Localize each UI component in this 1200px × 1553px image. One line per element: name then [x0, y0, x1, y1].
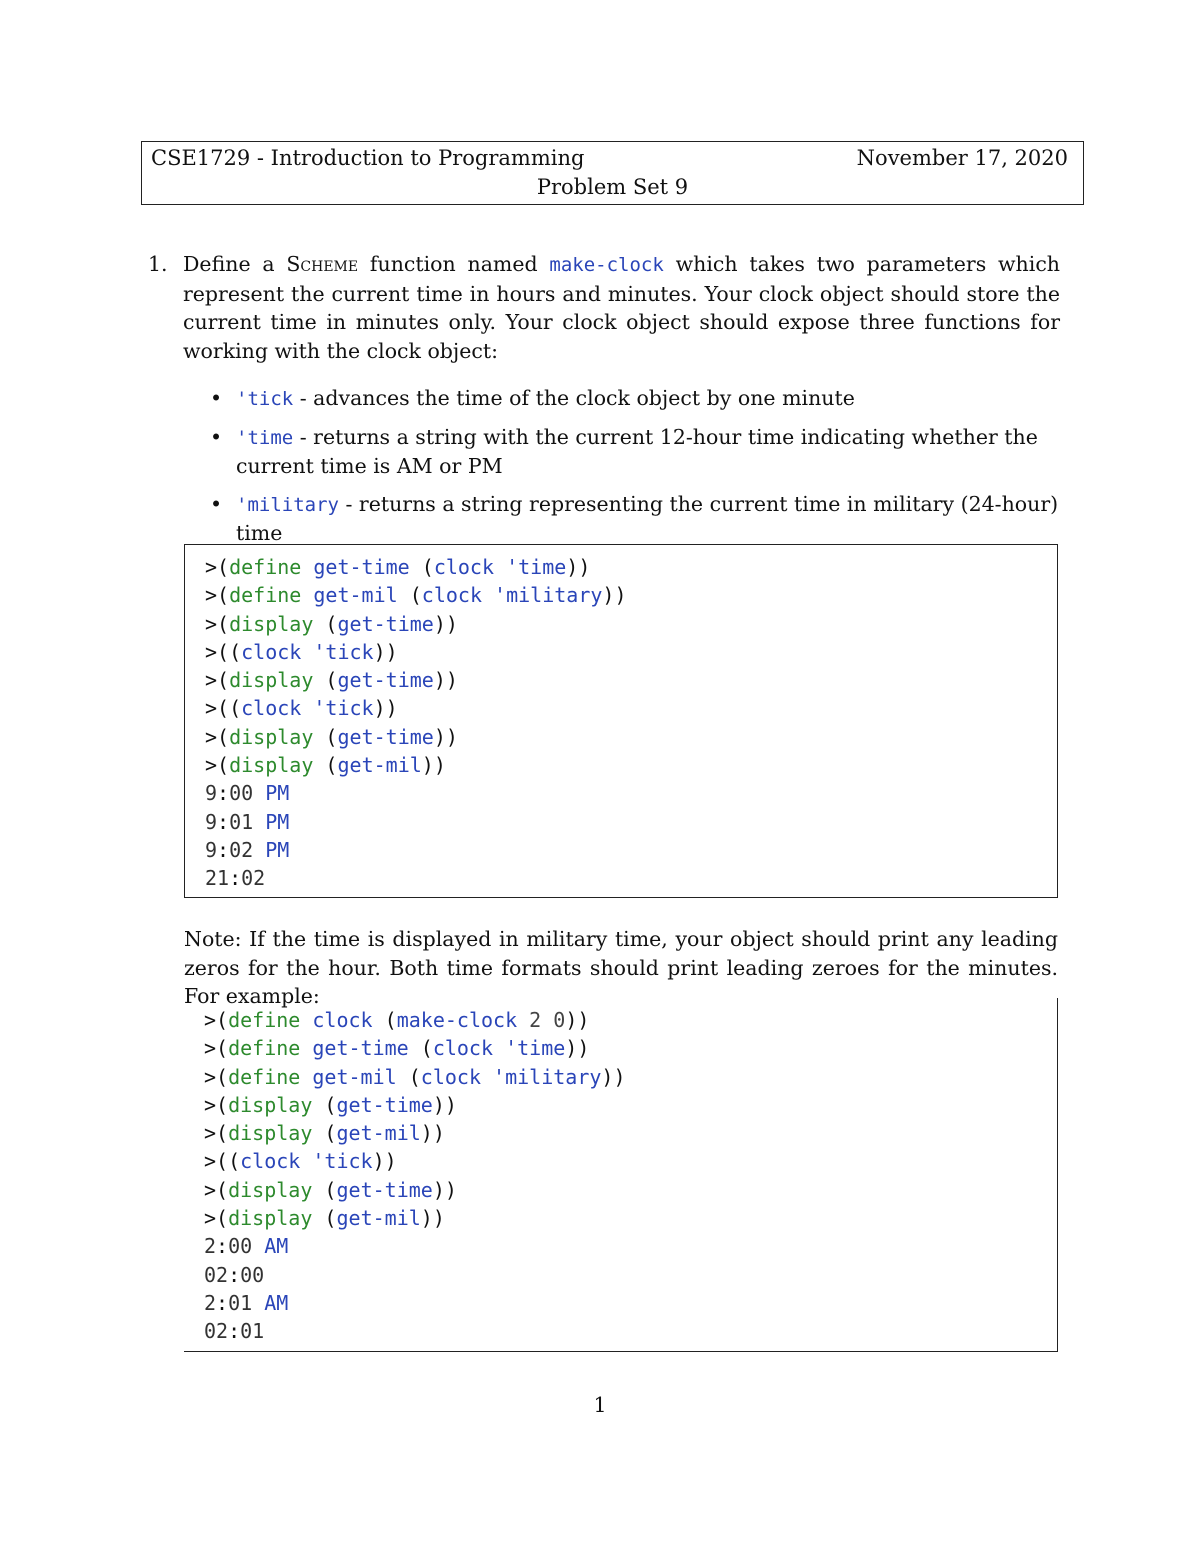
- code-line: 2:00 AM: [204, 1234, 289, 1259]
- code-line: >(define get-time (clock 'time)): [205, 555, 591, 579]
- code-line: >(define get-mil (clock 'military)): [205, 583, 627, 608]
- problem-text-part: Define a: [183, 252, 287, 276]
- code-line: 21:02: [205, 866, 266, 891]
- bullet-code: 'time: [236, 426, 294, 449]
- bullet-text: - returns a string representing the current time in military (24-hour) time: [236, 491, 1059, 545]
- problem-text-part: function named: [358, 252, 550, 276]
- page-number: 1: [593, 1393, 607, 1417]
- problem-text: [183, 250, 1060, 365]
- code-example-1: [184, 544, 1058, 898]
- code-line: >(display (get-time)): [205, 724, 458, 749]
- code-line: >(display (get-mil)): [204, 1121, 445, 1146]
- code-line: >(define get-mil (clock 'military)): [204, 1064, 626, 1089]
- code-line: 9:00 PM: [205, 781, 290, 806]
- bullet-icon: •: [210, 491, 223, 516]
- scheme-word: Scheme: [286, 252, 359, 276]
- code-line: 02:00: [204, 1262, 265, 1287]
- list-item: [210, 384, 1062, 414]
- bullet-list: [210, 384, 1062, 557]
- code-line: >((clock 'tick)): [204, 1149, 397, 1174]
- bullet-text: - advances the time of the clock object by one minute: [293, 386, 855, 410]
- header-box: [141, 141, 1084, 205]
- code-line: >(display (get-time)): [204, 1092, 457, 1117]
- code-example-2: [184, 998, 1058, 1352]
- code-line: 9:01 PM: [205, 809, 290, 834]
- bullet-icon: •: [210, 386, 223, 410]
- code-line: >(define get-time (clock 'time)): [204, 1036, 590, 1061]
- note-paragraph: Note: If the time is displayed in military time, your object should print any leading zeros for the hour. Both time formats should print leading zeroes for the minutes. For example:: [184, 927, 1058, 1008]
- course-title: CSE1729 - Introduction to Programming: [151, 146, 585, 170]
- code-line: >(define clock (make-clock 2 0)): [204, 1008, 590, 1032]
- bullet-icon: •: [210, 424, 223, 449]
- bullet-code: 'military: [236, 493, 339, 516]
- list-item: [210, 490, 1062, 548]
- code-line: >(display (get-time)): [204, 1177, 457, 1202]
- code-line: >(display (get-mil)): [204, 1206, 445, 1231]
- code-line: 2:01 AM: [204, 1290, 289, 1315]
- problem-text-part: which takes two parameters which represent the current time in hours and minutes. Your clock object should store the current time in minutes only. Your clock object should expose three functions for working with the clock object:: [183, 252, 1060, 363]
- code-line: >((clock 'tick)): [205, 639, 398, 664]
- function-name: make-clock: [549, 254, 664, 276]
- code-line: >(display (get-time)): [205, 611, 458, 636]
- code-line: >(display (get-mil)): [205, 753, 446, 778]
- code-line: 9:02 PM: [205, 837, 290, 862]
- code-line: >(display (get-time)): [205, 668, 458, 693]
- problem-1: [148, 250, 1060, 365]
- problem-number: 1.: [148, 252, 168, 276]
- bullet-code: 'tick: [236, 388, 294, 410]
- date: November 17, 2020: [856, 146, 1068, 170]
- code-line: 02:01: [204, 1319, 265, 1344]
- code-line: >((clock 'tick)): [205, 696, 398, 721]
- list-item: [210, 423, 1062, 481]
- bullet-text: - returns a string with the current 12-hour time indicating whether the current time is AM or PM: [236, 424, 1038, 478]
- problem-set-title: Problem Set 9: [536, 175, 689, 199]
